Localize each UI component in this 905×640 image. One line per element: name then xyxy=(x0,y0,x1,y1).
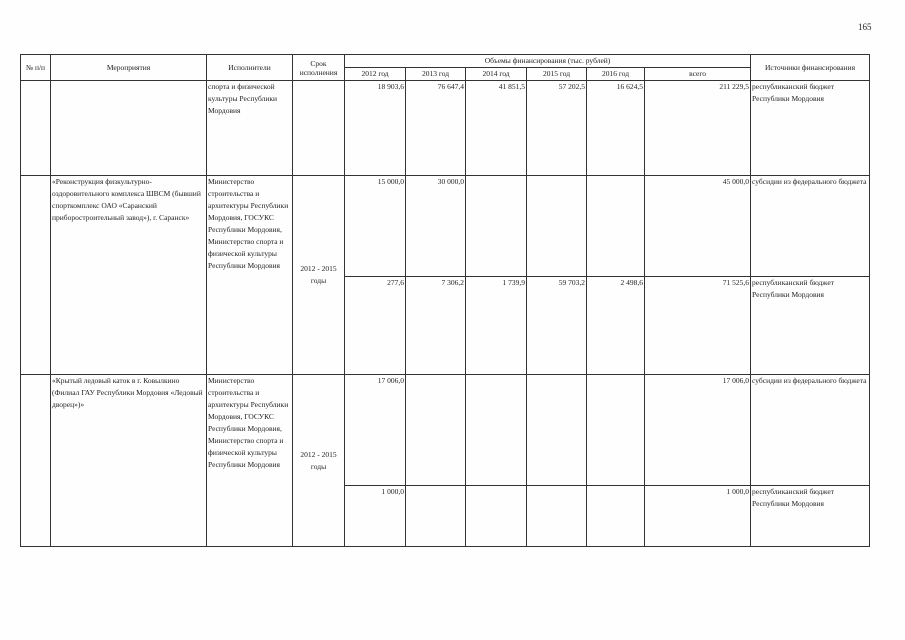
activity-cell: «Реконструкция физкультурно-оздоровительного комплекса ШВСМ (бывший спорткомплекс ОАО «Саранский приборостроительный завод»), г. Саранск» xyxy=(51,176,207,375)
value-2016: 2 498,6 xyxy=(587,277,645,375)
header-total: всего xyxy=(645,68,751,81)
table-row xyxy=(21,375,870,486)
value-2015: 59 703,2 xyxy=(527,277,587,375)
header-sources: Источники финансирования xyxy=(751,55,870,81)
value-2015 xyxy=(527,375,587,486)
header-year: 2016 год xyxy=(587,68,645,81)
page-number: 165 xyxy=(858,22,872,32)
period-cell: 2012 - 2015 годы xyxy=(293,375,345,547)
header-num: № п/п xyxy=(21,55,51,81)
value-2014 xyxy=(466,375,527,486)
source-cell: субсидии из федерального бюджета xyxy=(751,375,870,486)
executors-cell: Министерство строительства и архитектуры Республики Мордовия, ГОСУКС Республики Мордовия, Министерство спорта и физической культуры Республики Мордовия xyxy=(207,176,293,375)
value-2012: 18 903,6 xyxy=(345,81,406,176)
value-total: 71 525,6 xyxy=(645,277,751,375)
value-2012: 17 006,0 xyxy=(345,375,406,486)
value-2013: 7 306,2 xyxy=(406,277,466,375)
value-2016 xyxy=(587,375,645,486)
source-cell: субсидии из федерального бюджета xyxy=(751,176,870,277)
value-2013: 30 000,0 xyxy=(406,176,466,277)
value-total: 45 000,0 xyxy=(645,176,751,277)
header-period: Срок исполнения xyxy=(293,55,345,81)
value-2015 xyxy=(527,486,587,547)
activity-cell xyxy=(51,81,207,176)
value-total: 211 229,5 xyxy=(645,81,751,176)
value-2016 xyxy=(587,486,645,547)
value-2013 xyxy=(406,486,466,547)
source-cell: республиканский бюджет Республики Мордовия xyxy=(751,81,870,176)
row-num xyxy=(21,176,51,375)
value-total: 17 006,0 xyxy=(645,375,751,486)
activity-cell: «Крытый ледовый каток в г. Ковылкино (Филиал ГАУ Республики Мордовия «Ледовый дворец»)» xyxy=(51,375,207,547)
header-year: 2014 год xyxy=(466,68,527,81)
value-2015: 57 202,5 xyxy=(527,81,587,176)
table-row xyxy=(21,81,870,176)
executors-cell: Министерство строительства и архитектуры Республики Мордовия, ГОСУКС Республики Мордовия, Министерство спорта и физической культуры Республики Мордовия xyxy=(207,375,293,547)
value-2013 xyxy=(406,375,466,486)
header-year: 2012 год xyxy=(345,68,406,81)
value-2012: 1 000,0 xyxy=(345,486,406,547)
header-year: 2015 год xyxy=(527,68,587,81)
row-num xyxy=(21,81,51,176)
value-2013: 76 647,4 xyxy=(406,81,466,176)
value-2014: 41 851,5 xyxy=(466,81,527,176)
value-2012: 15 000,0 xyxy=(345,176,406,277)
header-year: 2013 год xyxy=(406,68,466,81)
value-2014: 1 739,9 xyxy=(466,277,527,375)
source-cell: республиканский бюджет Республики Мордовия xyxy=(751,486,870,547)
executors-cell: спорта и физической культуры Республики Мордовия xyxy=(207,81,293,176)
row-num xyxy=(21,375,51,547)
header-activity: Мероприятия xyxy=(51,55,207,81)
value-2016: 16 624,5 xyxy=(587,81,645,176)
value-2016 xyxy=(587,176,645,277)
header-funding-group: Объемы финансирования (тыс. рублей) xyxy=(345,55,751,68)
period-cell: 2012 - 2015 годы xyxy=(293,176,345,375)
value-2014 xyxy=(466,176,527,277)
value-2012: 277,6 xyxy=(345,277,406,375)
header-executors: Исполнители xyxy=(207,55,293,81)
value-2014 xyxy=(466,486,527,547)
period-cell xyxy=(293,81,345,176)
value-2015 xyxy=(527,176,587,277)
funding-table xyxy=(20,54,870,547)
source-cell: республиканский бюджет Республики Мордовия xyxy=(751,277,870,375)
table-row xyxy=(21,176,870,277)
value-total: 1 000,0 xyxy=(645,486,751,547)
